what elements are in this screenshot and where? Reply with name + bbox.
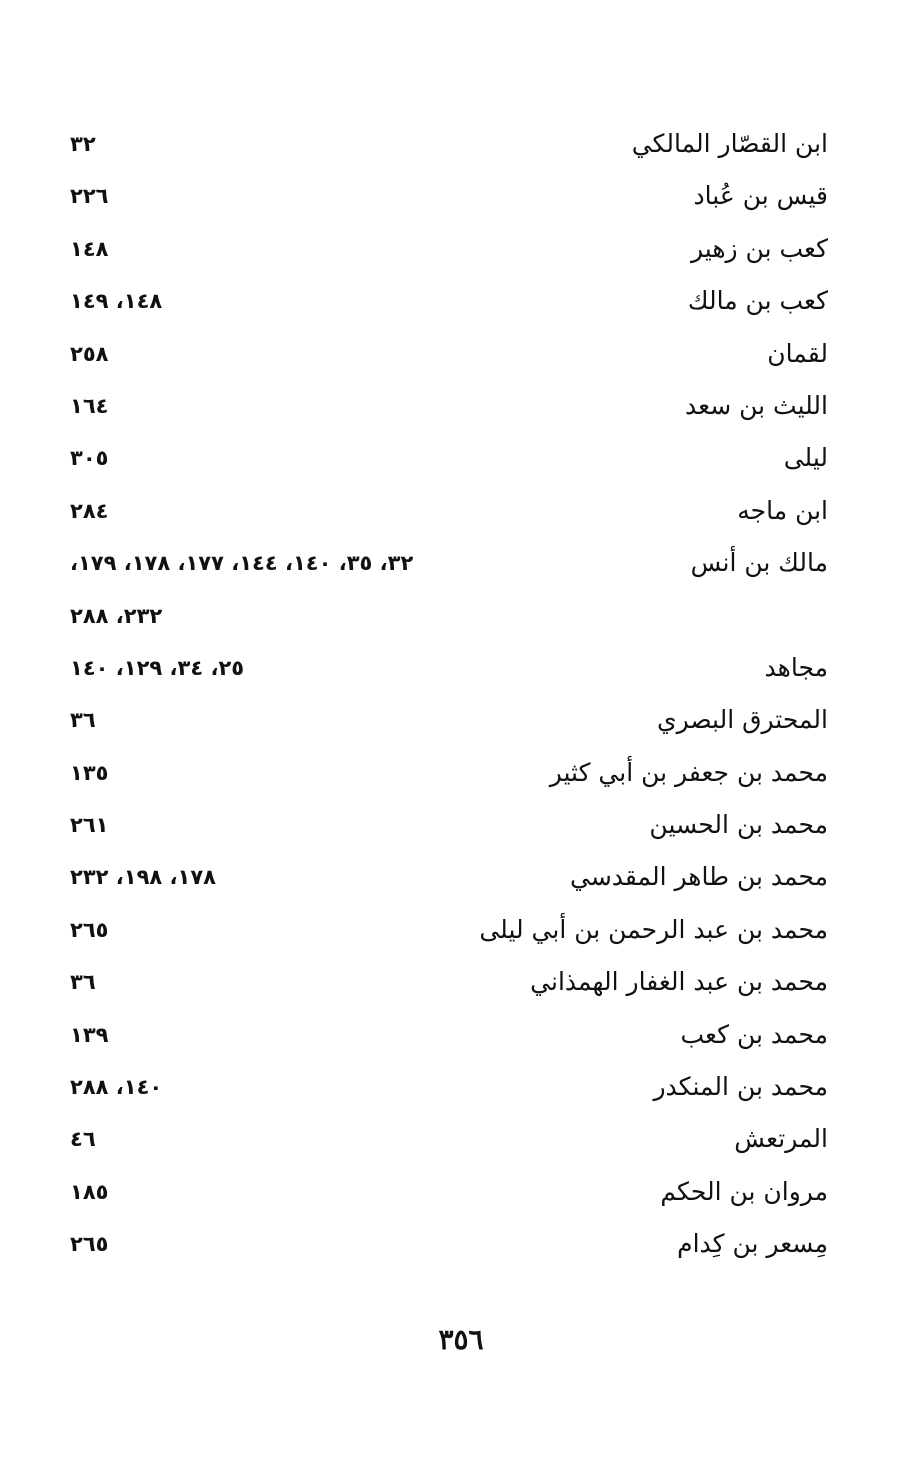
entry-name: كعب بن زهير — [691, 233, 828, 263]
entry-name: ابن القصّار المالكي — [631, 129, 828, 158]
entry-name: لقمان — [767, 338, 828, 368]
index-row — [70, 1218, 830, 1270]
entry-page-refs: ٤٦ — [70, 1127, 96, 1152]
entry-page-refs: ٢٦٥ — [70, 917, 109, 942]
index-row — [70, 328, 830, 380]
index-row — [70, 1009, 830, 1061]
entry-name: قيس بن عُباد — [693, 181, 828, 211]
entry-name: الليث بن سعد — [685, 390, 828, 420]
index-row — [70, 1113, 830, 1165]
index-row — [70, 380, 830, 432]
entry-name: ابن ماجه — [737, 495, 828, 525]
index-row — [70, 118, 830, 170]
entry-name: محمد بن كعب — [680, 1019, 828, 1049]
entry-page-refs: ٣٠٥ — [70, 446, 109, 471]
entry-page-refs: ٣٢، ٣٥، ١٤٠، ١٤٤، ١٧٧، ١٧٨، ١٧٩، — [70, 551, 414, 576]
index-row — [70, 851, 830, 903]
entry-page-refs: ٢٢٦ — [70, 184, 109, 209]
entry-name: ليلى — [783, 443, 828, 473]
entry-name: محمد بن جعفر بن أبي كثير — [549, 757, 828, 787]
index-row — [70, 694, 830, 746]
entry-page-refs: ٢٥، ٣٤، ١٢٩، ١٤٠ — [70, 655, 245, 680]
entry-name: كعب بن مالك — [687, 286, 828, 316]
entry-page-refs: ١٨٥ — [70, 1179, 109, 1204]
entry-page-refs: ١٧٨، ١٩٨، ٢٣٢ — [70, 865, 216, 890]
entry-page-refs: ٢٣٢، ٢٨٨ — [70, 603, 163, 628]
index-row — [70, 1166, 830, 1218]
entry-page-refs: ١٤٨ — [70, 236, 109, 261]
entry-page-refs: ٢٨٤ — [70, 498, 109, 523]
entry-page-refs: ١٤٠، ٢٨٨ — [70, 1075, 163, 1100]
index-row-continuation — [70, 590, 830, 642]
index-row — [70, 170, 830, 222]
index-row — [70, 485, 830, 537]
entry-name: محمد بن عبد الغفار الهمذاني — [530, 967, 828, 997]
entry-page-refs: ٣٦ — [70, 708, 96, 733]
index-row — [70, 799, 830, 851]
entry-name: المحترق البصري — [657, 705, 828, 735]
index-row — [70, 747, 830, 799]
entry-page-refs: ٢٦٥ — [70, 1232, 109, 1257]
entry-page-refs: ١٦٤ — [70, 393, 109, 418]
entry-page-refs: ١٤٨، ١٤٩ — [70, 289, 163, 314]
entry-name: مجاهد — [764, 652, 828, 682]
entry-page-refs: ٣٦ — [70, 970, 96, 995]
entry-page-refs: ٢٥٨ — [70, 341, 109, 366]
entry-page-refs: ١٣٩ — [70, 1022, 109, 1047]
entry-name: محمد بن الحسين — [649, 810, 828, 840]
entry-page-refs: ٢٦١ — [70, 813, 109, 838]
entry-page-refs: ٣٢ — [70, 132, 96, 156]
index-row — [70, 1061, 830, 1113]
entry-name: المرتعش — [734, 1124, 828, 1154]
entry-name: محمد بن المنكدر — [653, 1072, 828, 1102]
index-row — [70, 537, 830, 589]
index-row — [70, 642, 830, 694]
entry-page-refs: ١٣٥ — [70, 760, 109, 785]
index-row — [70, 223, 830, 275]
entry-name: مروان بن الحكم — [660, 1176, 828, 1206]
entry-name: مِسعر بن كِدام — [677, 1229, 828, 1259]
entry-name: محمد بن عبد الرحمن بن أبي ليلى — [479, 914, 828, 944]
index-list — [70, 118, 830, 1271]
entry-name: محمد بن طاهر المقدسي — [570, 862, 828, 892]
index-row — [70, 432, 830, 484]
index-row — [70, 904, 830, 956]
entry-name: مالك بن أنس — [690, 548, 828, 578]
page-number: ٣٥٦ — [438, 1323, 484, 1356]
index-row — [70, 956, 830, 1008]
index-row — [70, 275, 830, 327]
